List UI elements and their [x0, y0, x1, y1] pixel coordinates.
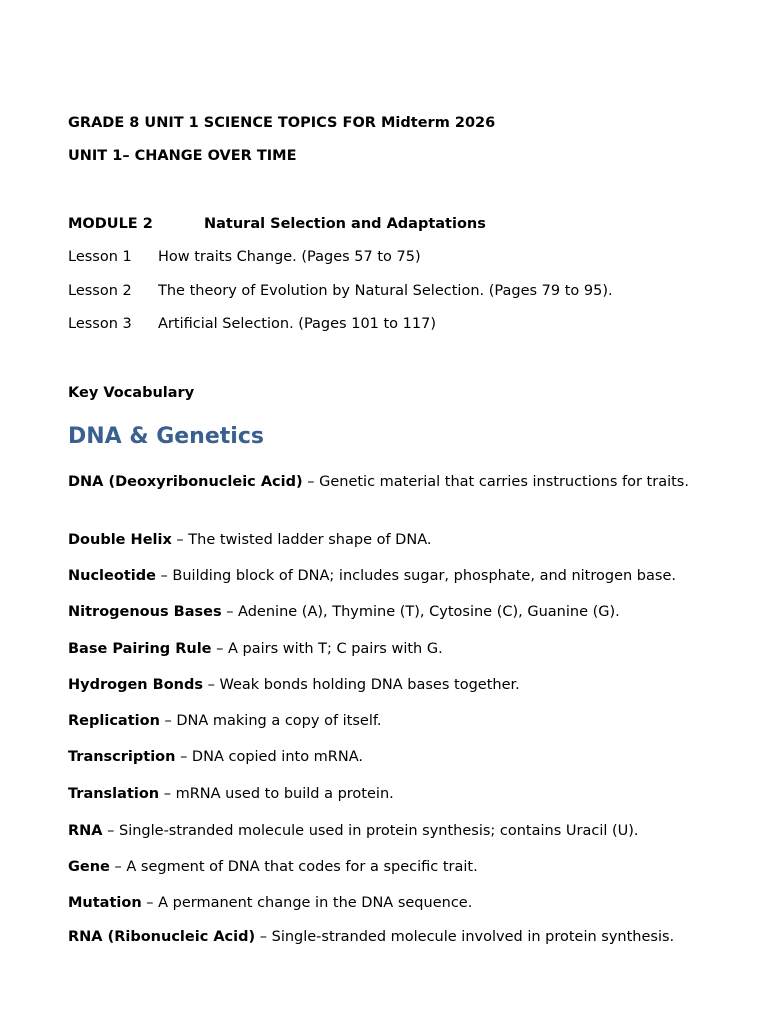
vocab-term: Double Helix	[68, 532, 172, 548]
module-heading	[68, 214, 486, 234]
vocab-item	[68, 747, 708, 768]
vocab-definition: – A permanent change in the DNA sequence.	[141, 895, 473, 911]
vocab-item	[68, 784, 708, 805]
vocab-definition: – Single-stranded molecule involved in protein synthesis.	[255, 929, 675, 945]
lesson-label: Lesson 1	[68, 249, 132, 265]
key-vocabulary-heading: Key Vocabulary	[68, 385, 195, 401]
vocab-item	[68, 821, 708, 842]
section-heading: DNA & Genetics	[68, 424, 264, 449]
vocab-definition: – Adenine (A), Thymine (T), Cytosine (C), Guanine (G).	[221, 604, 620, 620]
vocab-definition: – A segment of DNA that codes for a specific trait.	[109, 859, 478, 875]
lesson-row	[68, 314, 436, 334]
vocab-item	[68, 530, 708, 551]
vocab-term: DNA (Deoxyribonucleic Acid)	[68, 474, 303, 490]
vocab-definition: – DNA making a copy of itself.	[159, 713, 382, 729]
vocab-definition: – The twisted ladder shape of DNA.	[171, 532, 432, 548]
vocab-definition: – Building block of DNA; includes sugar, phosphate, and nitrogen base.	[155, 568, 676, 584]
lesson-row	[68, 247, 421, 267]
vocab-term: Replication	[68, 713, 160, 729]
vocab-term: Hydrogen Bonds	[68, 677, 204, 693]
vocab-term: Nucleotide	[68, 568, 156, 584]
vocab-item	[68, 893, 708, 914]
vocab-item	[68, 675, 708, 696]
vocab-term: RNA	[68, 823, 103, 839]
lesson-row	[68, 281, 613, 301]
unit-heading: UNIT 1– CHANGE OVER TIME	[68, 148, 297, 164]
lesson-label: Lesson 3	[68, 316, 132, 332]
lesson-text: The theory of Evolution by Natural Selection. (Pages 79 to 95).	[158, 283, 613, 299]
vocab-definition: – Genetic material that carries instructions for traits.	[302, 474, 689, 490]
vocab-term: Translation	[68, 786, 160, 802]
vocab-term: Base Pairing Rule	[68, 641, 212, 657]
vocab-definition: – Single-stranded molecule used in protein synthesis; contains Uracil (U).	[102, 823, 639, 839]
vocab-item	[68, 711, 708, 732]
vocab-item	[68, 566, 708, 587]
lesson-label: Lesson 2	[68, 283, 132, 299]
vocab-definition: – A pairs with T; C pairs with G.	[211, 641, 443, 657]
document-title: GRADE 8 UNIT 1 SCIENCE TOPICS FOR Midterm 2026	[68, 115, 496, 131]
vocab-term: RNA (Ribonucleic Acid)	[68, 929, 256, 945]
vocab-item	[68, 639, 708, 660]
lesson-text: Artificial Selection. (Pages 101 to 117)	[158, 316, 436, 332]
vocab-item	[68, 472, 708, 493]
module-label: MODULE 2	[68, 216, 153, 232]
module-name: Natural Selection and Adaptations	[204, 216, 486, 232]
vocab-term: Mutation	[68, 895, 142, 911]
vocab-term: Nitrogenous Bases	[68, 604, 222, 620]
vocab-item	[68, 927, 708, 948]
vocab-term: Transcription	[68, 749, 176, 765]
vocab-definition: – Weak bonds holding DNA bases together.	[203, 677, 520, 693]
vocab-definition: – mRNA used to build a protein.	[159, 786, 394, 802]
vocab-definition: – DNA copied into mRNA.	[175, 749, 363, 765]
vocab-term: Gene	[68, 859, 110, 875]
vocab-item	[68, 857, 708, 878]
lesson-text: How traits Change. (Pages 57 to 75)	[158, 249, 421, 265]
vocab-item	[68, 602, 708, 623]
